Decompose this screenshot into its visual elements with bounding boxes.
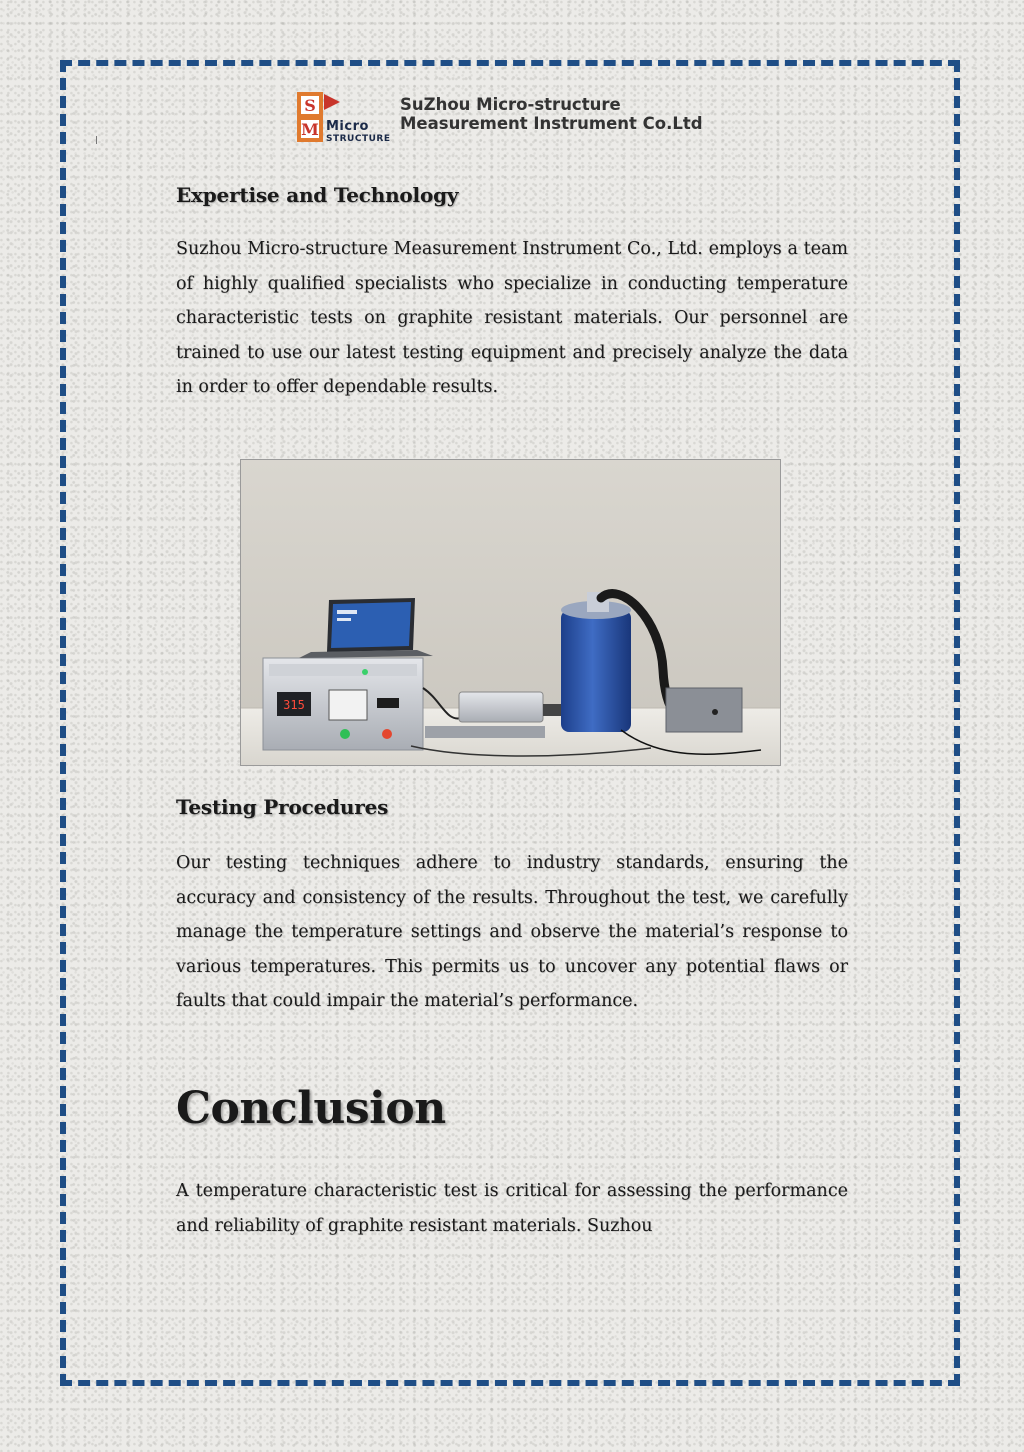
conclusion-body-wrap bbox=[176, 1174, 848, 1243]
panel-display-readout: 315 bbox=[283, 698, 305, 712]
logo-wordmark bbox=[326, 120, 391, 144]
expertise-heading: Expertise and Technology bbox=[176, 183, 459, 207]
svg-text:M: M bbox=[301, 120, 319, 139]
procedures-heading: Testing Procedures bbox=[176, 795, 389, 819]
svg-text:S: S bbox=[304, 96, 316, 115]
expertise-body-wrap bbox=[176, 232, 848, 405]
procedures-section bbox=[176, 795, 848, 819]
logo-text-line1: Micro bbox=[326, 119, 369, 134]
conclusion-section bbox=[176, 1083, 848, 1134]
page-marker bbox=[96, 136, 97, 144]
conclusion-paragraph: A temperature characteristic test is critical for assessing the performance and reliability of graphite resistant materials. Suzhou bbox=[176, 1181, 848, 1236]
company-name-line1: SuZhou Micro-structure bbox=[400, 95, 621, 114]
logo-text-line2: STRUCTURE bbox=[326, 134, 391, 144]
expertise-paragraph: Suzhou Micro-structure Measurement Instrument Co., Ltd. employs a team of highly qualified specialists who specialize in conducting temperature characteristic tests on graphite resistant materials. Our personnel are trained to use our latest testing equipment and precisely analyze the data in order to offer dependable results. bbox=[176, 239, 848, 398]
equipment-illustration bbox=[241, 460, 781, 766]
procedures-body-wrap bbox=[176, 846, 848, 1019]
company-name-line2: Measurement Instrument Co.Ltd bbox=[400, 113, 703, 133]
company-name bbox=[400, 96, 703, 134]
expertise-section bbox=[176, 183, 848, 207]
conclusion-heading: Conclusion bbox=[176, 1083, 446, 1134]
company-header bbox=[294, 88, 714, 148]
equipment-photo bbox=[240, 459, 781, 766]
procedures-paragraph: Our testing techniques adhere to industry standards, ensuring the accuracy and consistency of the results. Throughout the test, we carefully manage the temperature settings and observe the material’s response to various temperatures. This permits us to uncover any potential flaws or faults that could impair the material’s performance. bbox=[176, 853, 848, 1012]
